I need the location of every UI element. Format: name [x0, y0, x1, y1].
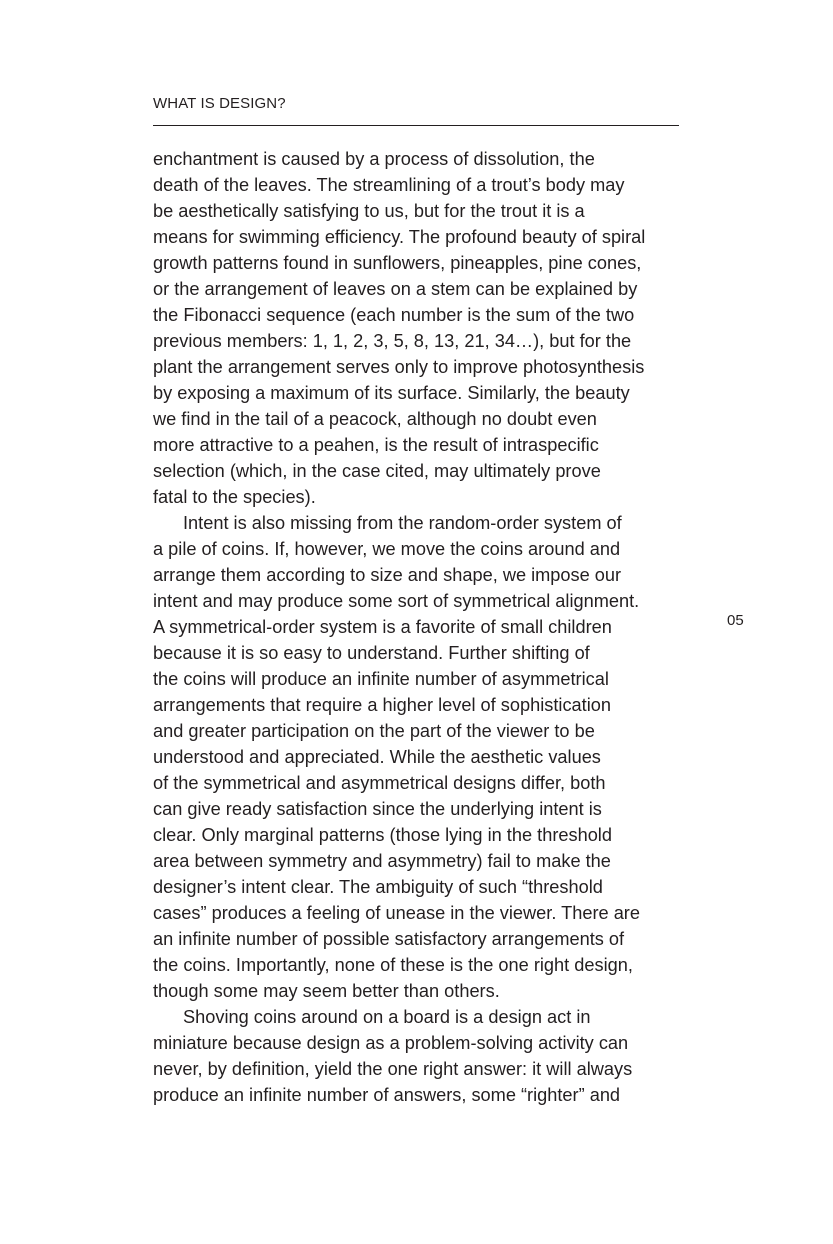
text-line: death of the leaves. The streamlining of a trout’s body may	[153, 175, 625, 195]
text-line: be aesthetically satisfying to us, but for the trout it is a	[153, 201, 585, 221]
text-line: the Fibonacci sequence (each number is the sum of the two	[153, 305, 635, 325]
body-text	[153, 146, 693, 1108]
text-line: growth patterns found in sunflowers, pineapples, pine cones,	[153, 253, 642, 273]
text-line: A symmetrical-order system is a favorite of small children	[153, 617, 612, 637]
text-line: never, by definition, yield the one right answer: it will always	[153, 1059, 633, 1079]
text-line: of the symmetrical and asymmetrical designs differ, both	[153, 773, 606, 793]
text-line: miniature because design as a problem-solving activity can	[153, 1033, 629, 1053]
text-line: more attractive to a peahen, is the result of intraspecific	[153, 435, 599, 455]
text-line: because it is so easy to understand. Further shifting of	[153, 643, 590, 663]
text-line: selection (which, in the case cited, may ultimately prove	[153, 461, 601, 481]
text-line: can give ready satisfaction since the underlying intent is	[153, 799, 602, 819]
page-number: 05	[727, 612, 744, 629]
text-line: or the arrangement of leaves on a stem can be explained by	[153, 279, 638, 299]
text-line: by exposing a maximum of its surface. Similarly, the beauty	[153, 383, 630, 403]
text-line: though some may seem better than others.	[153, 981, 500, 1001]
text-line: plant the arrangement serves only to improve photosynthesis	[153, 357, 645, 377]
paragraph-first-line: Shoving coins around on a board is a design act in	[183, 1007, 591, 1027]
text-line: area between symmetry and asymmetry) fail to make the	[153, 851, 611, 871]
text-line: intent and may produce some sort of symmetrical alignment.	[153, 591, 640, 611]
text-line: a pile of coins. If, however, we move the coins around and	[153, 539, 621, 559]
text-line: arrange them according to size and shape, we impose our	[153, 565, 622, 585]
text-line: and greater participation on the part of the viewer to be	[153, 721, 595, 741]
text-line: clear. Only marginal patterns (those lying in the threshold	[153, 825, 612, 845]
running-head: WHAT IS DESIGN?	[153, 95, 286, 112]
text-line: understood and appreciated. While the aesthetic values	[153, 747, 601, 767]
text-line: an infinite number of possible satisfactory arrangements of	[153, 929, 625, 949]
text-line: arrangements that require a higher level of sophistication	[153, 695, 611, 715]
text-line: designer’s intent clear. The ambiguity of such “threshold	[153, 877, 603, 897]
text-line: cases” produces a feeling of unease in the viewer. There are	[153, 903, 640, 923]
text-line: we find in the tail of a peacock, although no doubt even	[153, 409, 597, 429]
text-line: the coins. Importantly, none of these is the one right design,	[153, 955, 633, 975]
text-line: fatal to the species).	[153, 487, 316, 507]
text-line: previous members: 1, 1, 2, 3, 5, 8, 13, 21, 34…), but for the	[153, 331, 632, 351]
text-line: the coins will produce an infinite number of asymmetrical	[153, 669, 609, 689]
text-line: produce an infinite number of answers, some “righter” and	[153, 1085, 621, 1105]
paragraph-first-line: Intent is also missing from the random-order system of	[183, 513, 622, 533]
header-rule	[153, 125, 679, 126]
text-line: enchantment is caused by a process of dissolution, the	[153, 149, 595, 169]
text-line: means for swimming efficiency. The profound beauty of spiral	[153, 227, 646, 247]
